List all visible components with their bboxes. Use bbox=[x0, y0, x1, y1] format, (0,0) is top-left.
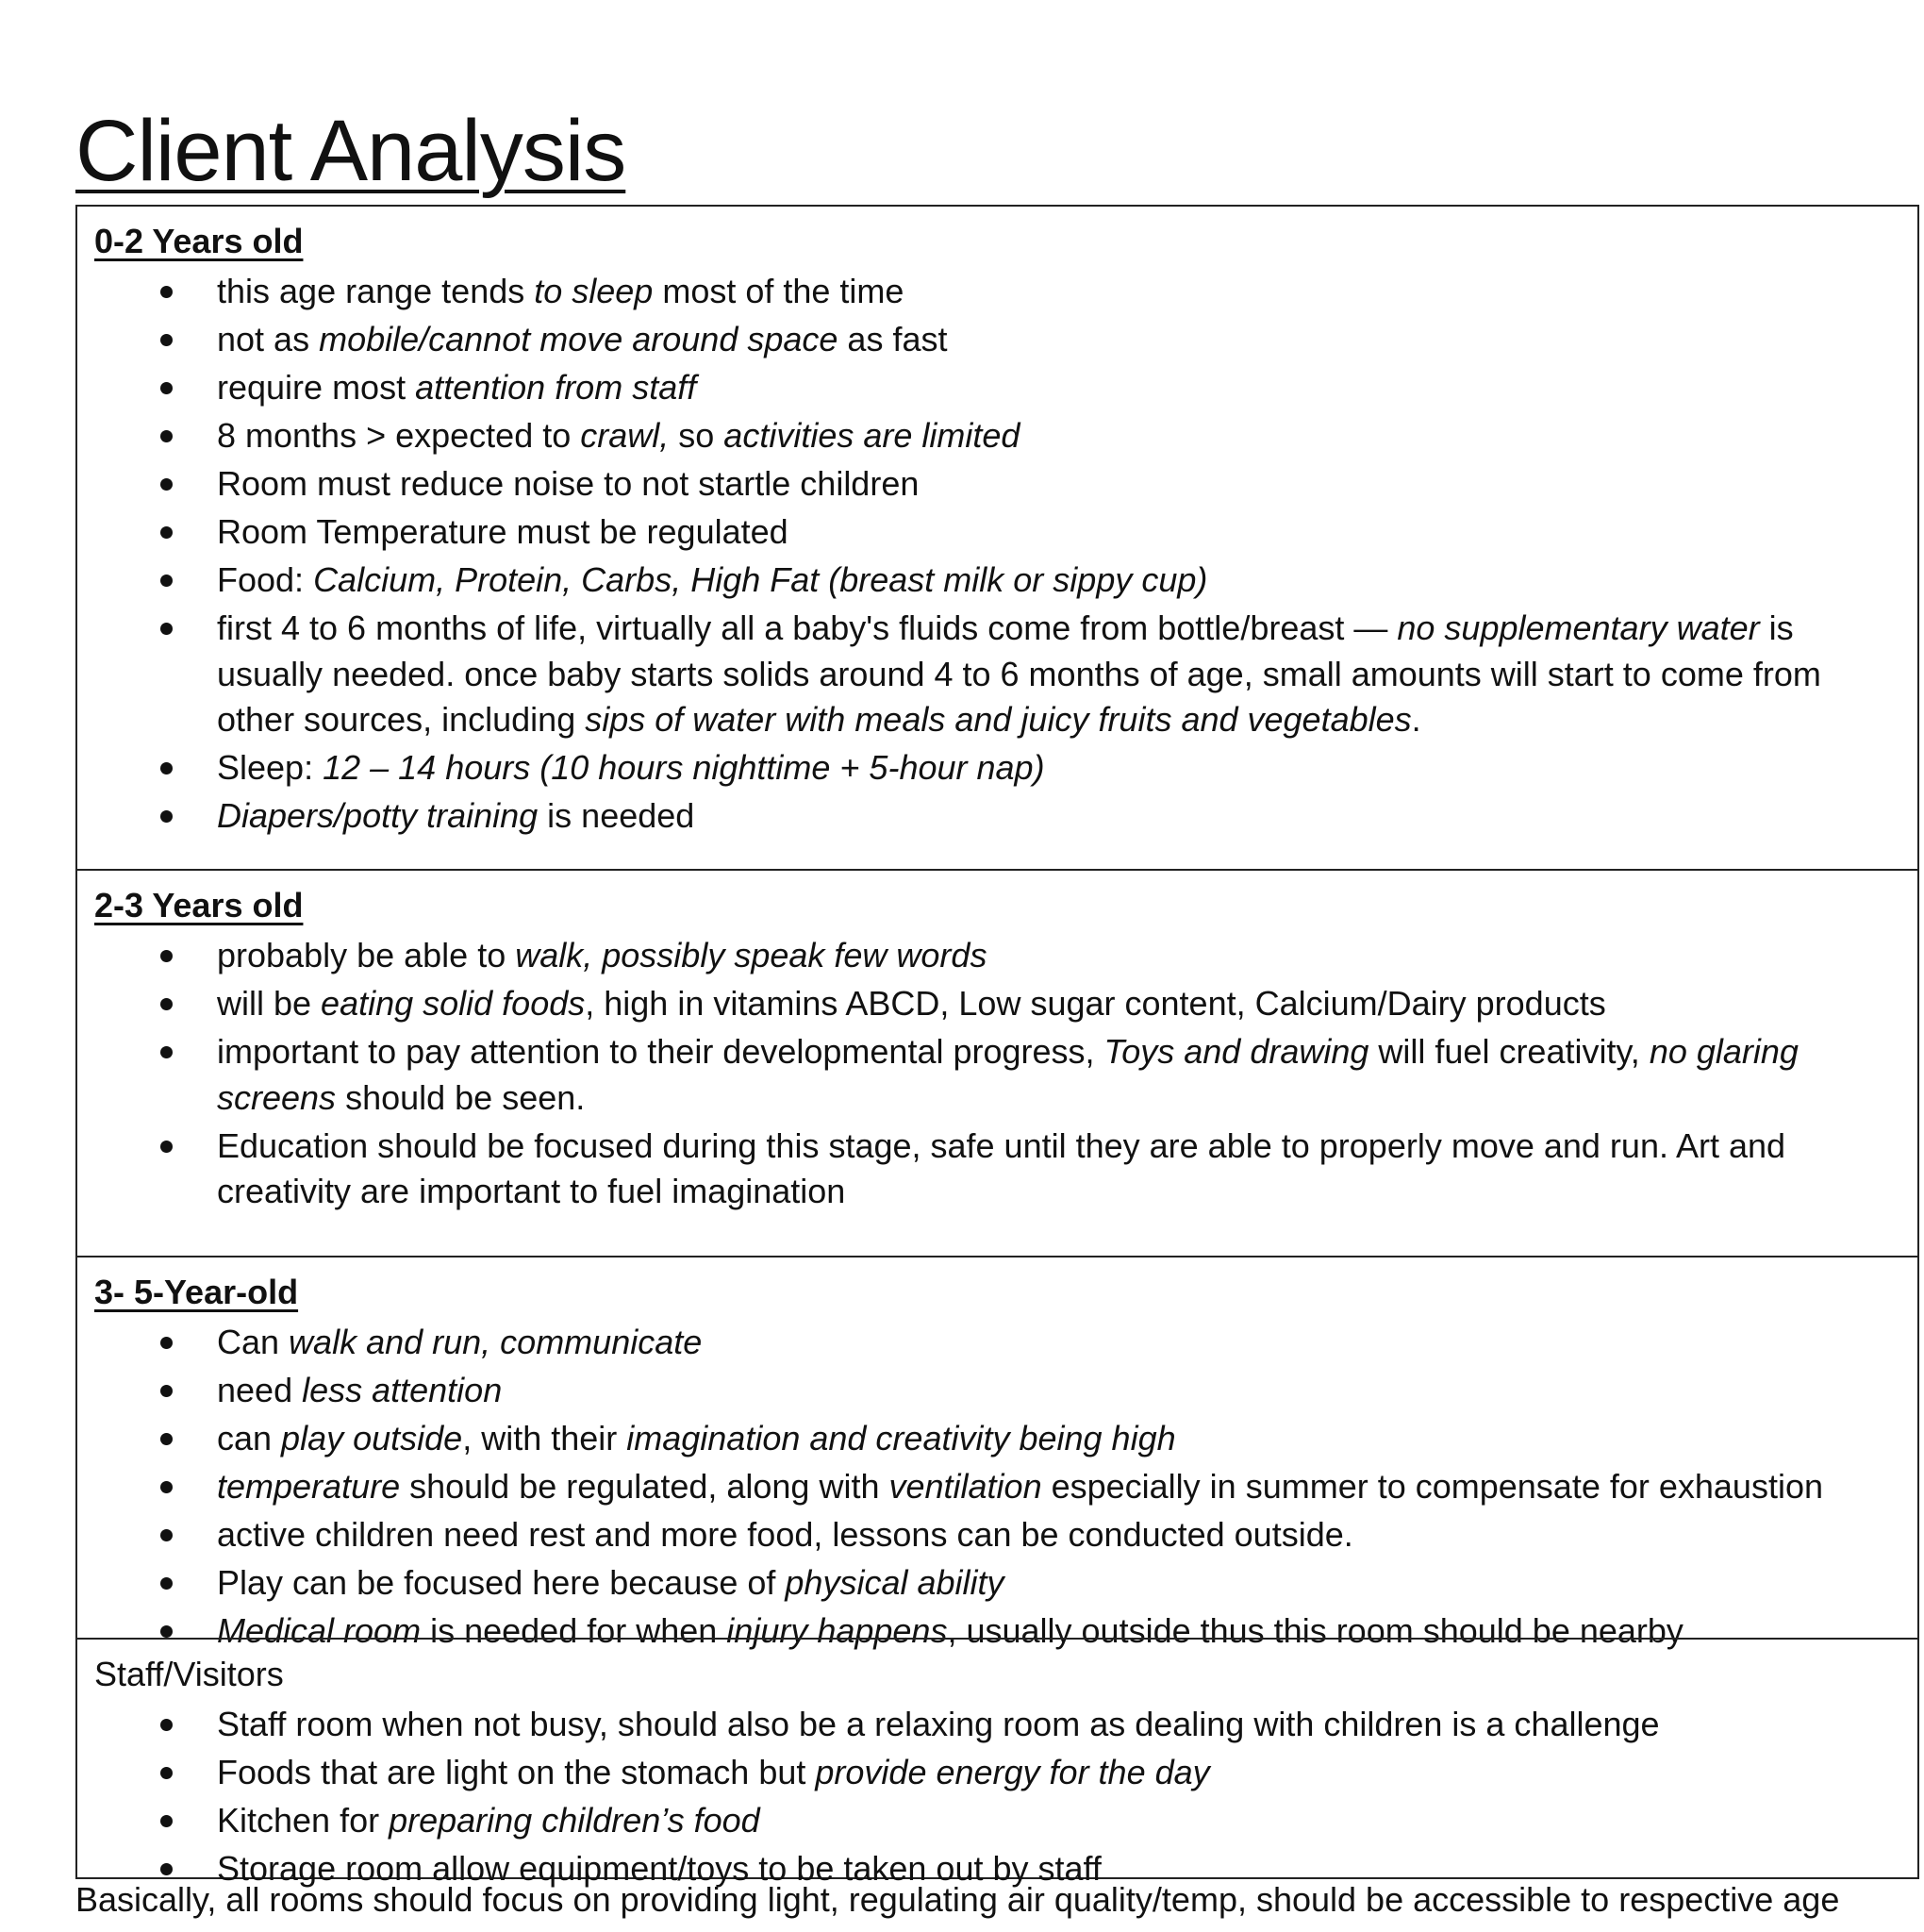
bullet-icon bbox=[160, 1385, 173, 1397]
item-text: Food: bbox=[217, 560, 314, 599]
emphasis-text: preparing children’s food bbox=[389, 1801, 760, 1840]
bullet-icon bbox=[160, 478, 173, 491]
item-text: Can bbox=[217, 1323, 290, 1361]
section-list bbox=[94, 933, 1900, 1215]
bullet-icon bbox=[160, 575, 173, 587]
list-item bbox=[94, 606, 1900, 743]
list-item bbox=[94, 317, 1900, 363]
item-text: first 4 to 6 months of life, virtually all a baby's fluids come from bottle/breast — bbox=[217, 608, 1398, 647]
section-heading: 2-3 Years old bbox=[94, 886, 304, 924]
item-text: this age range tends bbox=[217, 272, 535, 310]
emphasis-text: no supplementary water bbox=[1397, 608, 1760, 647]
bullet-icon bbox=[160, 1481, 173, 1493]
section-heading: 3- 5-Year-old bbox=[94, 1273, 299, 1311]
item-text: . bbox=[1411, 700, 1421, 739]
section-heading: 0-2 Years old bbox=[94, 222, 304, 260]
list-item bbox=[94, 745, 1900, 791]
item-text: Kitchen for bbox=[217, 1801, 390, 1840]
bullet-icon bbox=[160, 810, 173, 823]
emphasis-text: play outside bbox=[281, 1419, 463, 1457]
item-text: probably be able to bbox=[217, 936, 516, 974]
emphasis-text: Medical room bbox=[217, 1611, 422, 1650]
emphasis-text: Calcium, Protein, Carbs, High Fat (breast milk or sippy cup) bbox=[313, 560, 1208, 599]
section-list bbox=[94, 1320, 1900, 1655]
bullet-icon bbox=[160, 1625, 173, 1638]
section-0-2-years bbox=[77, 207, 1917, 869]
page-title: Client Analysis bbox=[75, 103, 626, 199]
item-text: , usually outside thus this room should be nearby bbox=[947, 1611, 1684, 1650]
list-item bbox=[94, 1464, 1900, 1510]
item-text: especially in summer to compensate for exhaustion bbox=[1041, 1467, 1823, 1506]
list-item bbox=[94, 461, 1900, 508]
section-2-3-years bbox=[77, 869, 1917, 1256]
item-text: Foods that are light on the stomach but bbox=[217, 1753, 816, 1791]
item-text: is usually needed. once baby starts solids around 4 to 6 months of age, small amounts will start to come from other sources, including bbox=[217, 608, 1821, 739]
item-text: can bbox=[217, 1419, 282, 1457]
item-text: Storage room allow equipment/toys to be taken out by staff bbox=[217, 1849, 1102, 1888]
list-item bbox=[94, 793, 1900, 840]
emphasis-text: physical ability bbox=[785, 1563, 1004, 1602]
bullet-icon bbox=[160, 998, 173, 1010]
bullet-icon bbox=[160, 623, 173, 635]
emphasis-text: sips of water with meals and juicy fruits and vegetables bbox=[585, 700, 1412, 739]
bullet-icon bbox=[160, 1529, 173, 1541]
emphasis-text: mobile/cannot move around space bbox=[319, 320, 838, 358]
list-item bbox=[94, 269, 1900, 315]
emphasis-text: provide energy for the day bbox=[815, 1753, 1210, 1791]
list-item bbox=[94, 413, 1900, 459]
item-text: not as bbox=[217, 320, 320, 358]
list-item bbox=[94, 1124, 1900, 1215]
emphasis-text: Toys and drawing bbox=[1103, 1032, 1369, 1071]
list-item bbox=[94, 1512, 1900, 1558]
emphasis-text: activities are limited bbox=[723, 416, 1020, 455]
item-text: Sleep: bbox=[217, 748, 323, 787]
emphasis-text: walk, possibly speak few words bbox=[515, 936, 987, 974]
item-text: is needed bbox=[538, 796, 695, 835]
item-text: need bbox=[217, 1371, 303, 1409]
bullet-icon bbox=[160, 1141, 173, 1153]
bullet-icon bbox=[160, 1577, 173, 1590]
list-item bbox=[94, 509, 1900, 556]
document-page bbox=[75, 99, 1919, 1888]
bullet-icon bbox=[160, 950, 173, 962]
item-text: will fuel creativity, bbox=[1368, 1032, 1650, 1071]
item-text: should be seen. bbox=[336, 1077, 586, 1117]
item-text: Room must reduce noise to not startle children bbox=[217, 464, 920, 503]
emphasis-text: eating solid foods bbox=[321, 984, 586, 1023]
item-text: , with their bbox=[462, 1419, 627, 1457]
bullet-icon bbox=[160, 286, 173, 298]
emphasis-text: no glaring screens bbox=[217, 1032, 1799, 1117]
list-item bbox=[94, 558, 1900, 604]
emphasis-text: less attention bbox=[302, 1371, 503, 1409]
bullet-icon bbox=[160, 430, 173, 442]
item-text: important to pay attention to their developmental progress, bbox=[217, 1032, 1104, 1071]
item-text: Play can be focused here because of bbox=[217, 1563, 786, 1602]
section-staff-visitors bbox=[77, 1638, 1917, 1888]
list-item bbox=[94, 933, 1900, 979]
emphasis-text: attention from staff bbox=[415, 368, 697, 407]
emphasis-text: ventilation bbox=[888, 1467, 1042, 1506]
list-item bbox=[94, 1029, 1900, 1121]
bullet-icon bbox=[160, 762, 173, 774]
item-text: Education should be focused during this stage, safe until they are able to properly move and run. Art and creativity are important to fuel imagination bbox=[217, 1125, 1786, 1210]
item-text: Staff room when not busy, should also be a relaxing room as dealing with children is a challenge bbox=[217, 1705, 1660, 1743]
section-heading: Staff/Visitors bbox=[94, 1655, 284, 1693]
emphasis-text: injury happens bbox=[726, 1611, 948, 1650]
item-text: as fast bbox=[838, 320, 948, 358]
bullet-icon bbox=[160, 1863, 173, 1875]
bullet-icon bbox=[160, 1433, 173, 1445]
item-text: 8 months > expected to bbox=[217, 416, 581, 455]
list-item bbox=[94, 1702, 1900, 1748]
bullet-icon bbox=[160, 1046, 173, 1058]
bullet-icon bbox=[160, 1719, 173, 1731]
item-text: active children need rest and more food, lessons can be conducted outside. bbox=[217, 1515, 1353, 1554]
item-text: will be bbox=[217, 984, 322, 1023]
list-item bbox=[94, 1750, 1900, 1796]
bullet-icon bbox=[160, 526, 173, 539]
item-text: so bbox=[669, 416, 724, 455]
list-item bbox=[94, 365, 1900, 411]
emphasis-text: temperature bbox=[217, 1467, 401, 1506]
analysis-table bbox=[75, 205, 1919, 1888]
list-item bbox=[94, 1798, 1900, 1844]
bullet-icon bbox=[160, 1815, 173, 1827]
item-text: , high in vitamins ABCD, Low sugar content, Calcium/Dairy products bbox=[585, 984, 1606, 1023]
emphasis-text: 12 – 14 hours (10 hours nighttime + 5-hour nap) bbox=[323, 748, 1045, 787]
summary-text: Basically, all rooms should focus on providing light, regulating air quality/temp, should be accessible to respective age bbox=[75, 1880, 1840, 1919]
emphasis-text: Diapers/potty training bbox=[217, 796, 539, 835]
emphasis-text: imagination and creativity being high bbox=[626, 1419, 1176, 1457]
emphasis-text: crawl, bbox=[580, 416, 670, 455]
list-item bbox=[94, 1416, 1900, 1462]
list-item bbox=[94, 981, 1900, 1027]
section-list bbox=[94, 269, 1900, 840]
item-text: most of the time bbox=[653, 272, 904, 310]
bullet-icon bbox=[160, 334, 173, 346]
section-3-5-years bbox=[77, 1256, 1917, 1650]
list-item bbox=[94, 1368, 1900, 1414]
emphasis-text: to sleep bbox=[534, 272, 654, 310]
emphasis-text: walk and run, communicate bbox=[289, 1323, 703, 1361]
item-text: require most bbox=[217, 368, 416, 407]
item-text: Room Temperature must be regulated bbox=[217, 512, 788, 551]
bullet-icon bbox=[160, 382, 173, 394]
list-item bbox=[94, 1560, 1900, 1607]
bullet-icon bbox=[160, 1767, 173, 1779]
section-list bbox=[94, 1702, 1900, 1892]
list-item bbox=[94, 1320, 1900, 1366]
item-text: should be regulated, along with bbox=[400, 1467, 889, 1506]
item-text: is needed for when bbox=[421, 1611, 727, 1650]
bullet-icon bbox=[160, 1337, 173, 1349]
